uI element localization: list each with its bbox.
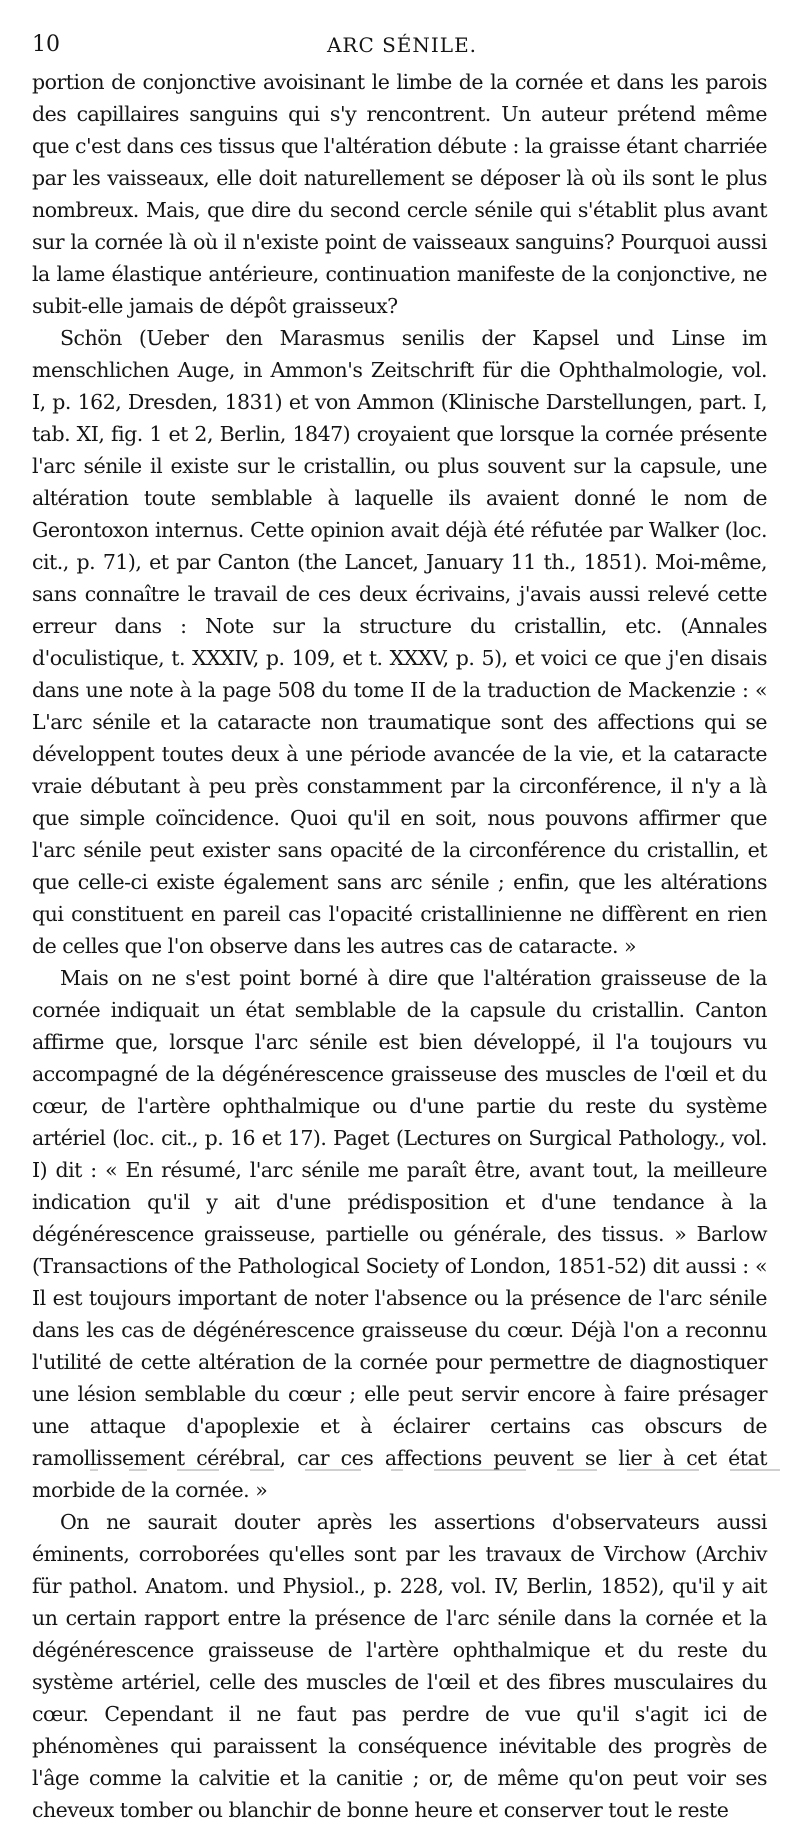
paragraph: portion de conjonctive avoisinant le limbe de la cornée et dans les parois des capillaires sanguins qui s'y rencontrent. Un auteur prétend même que c'est dans ces tissus que l'altération débute : la graisse étant charriée par les vaisseaux, elle doit naturellement se déposer là où ils sont le plus nombreux. Mais, que dire du second cercle sénile qui s'établit plus avant sur la cornée là où il n'existe point de vaisseaux sanguins? Pourquoi aussi la lame élastique antérieure, continuation manifeste de la conjonctive, ne subit-elle jamais de dépôt graisseux?	[32, 70, 767, 318]
paragraph: On ne saurait douter après les assertions d'observateurs aussi éminents, corroborées qu'elles sont par les travaux de Virchow (Archiv für pathol. Anatom. und Physiol., p. 228, vol. IV, Berlin, 1852), qu'il y ait un certain rapport entre la présence de l'arc sénile dans la cornée et la dégénérescence graisseuse de l'artère ophthalmique et du reste du système artériel, celle des muscles de l'œil et des fibres musculaires du cœur. Cependant il ne faut pas perdre de vue qu'il s'agit ici de phénomènes qui paraissent la conséquence inévitable des progrès de l'âge comme la calvitie et la canitie ; or, de même qu'on peut voir ses cheveux tomber ou blanchir de bonne heure et conserver tout le reste	[32, 1510, 767, 1822]
paragraph: Schön (Ueber den Marasmus senilis der Kapsel und Linse im menschlichen Auge, in Ammon's Zeitschrift für die Ophthalmologie, vol. I, p. 162, Dresden, 1831) et von Ammon (Klinische Darstellungen, part. I, tab. XI, fig. 1 et 2, Berlin, 1847) croyaient que lorsque la cornée présente l'arc sénile il existe sur le cristallin, ou plus souvent sur la capsule, une altération toute semblable à laquelle ils avaient donné le nom de Gerontoxon internus. Cette opinion avait déjà été réfutée par Walker (loc. cit., p. 71), et par Canton (the Lancet, January 11 th., 1851). Moi-même, sans connaître le travail de ces deux écrivains, j'avais aussi relevé cette erreur dans : Note sur la structure du cristallin, etc. (Annales d'oculistique, t. XXXIV, p. 109, et t. XXXV, p. 5), et voici ce que j'en disais dans une note à la page 508 du tome II de la traduction de Mackenzie : « L'arc sénile et la cataracte non traumatique sont des affections qui se développent toutes deux à une période avancée de la vie, et la cataracte vraie débutant à peu près constamment par la circonférence, il n'y a là que simple coïncidence. Quoi qu'il en soit, nous pouvons affirmer que l'arc sénile peut exister sans opacité de la circonférence du cristallin, et que celle-ci existe également sans arc sénile ; enfin, que les altérations qui constituent en pareil cas l'opacité cristallinienne ne diffèrent en rien de celles que l'on observe dans les autres cas de cataracte. »	[32, 326, 767, 958]
paragraph: Mais on ne s'est point borné à dire que l'altération graisseuse de la cornée indiquait un état semblable de la capsule du cristallin. Canton affirme que, lorsque l'arc sénile est bien développé, il l'a toujours vu accompagné de la dégénérescence graisseuse des muscles de l'œil et du cœur, de l'artère ophthalmique ou d'une partie du reste du système artériel (loc. cit., p. 16 et 17). Paget (Lectures on Surgical Pathology., vol. I) dit : « En résumé, l'arc sénile me paraît être, avant tout, la meilleure indication qu'il y ait d'une prédisposition et d'une tendance à la dégénérescence graisseuse, partielle ou générale, des tissus. » Barlow (Transactions of the Pathological Society of London, 1851-52) dit aussi : « Il est toujours important de noter l'absence ou la présence de l'arc sénile dans les cas de dégénérescence graisseuse du cœur. Déjà l'on a reconnu l'utilité de cette altération de la cornée pour permettre de diagnostiquer une lésion semblable du cœur ; elle peut servir encore à faire présager une attaque d'apoplexie et à éclairer certains cas obscurs de ramollissement cérébral, car ces affections peuvent se lier à cet état morbide de la cornée. »	[32, 966, 767, 1502]
page-number: 10	[32, 32, 60, 57]
body-text	[32, 66, 767, 1826]
faint-scan-marks	[90, 1465, 780, 1475]
page-header	[32, 28, 772, 62]
running-title: ARC SÉNILE.	[326, 33, 478, 57]
